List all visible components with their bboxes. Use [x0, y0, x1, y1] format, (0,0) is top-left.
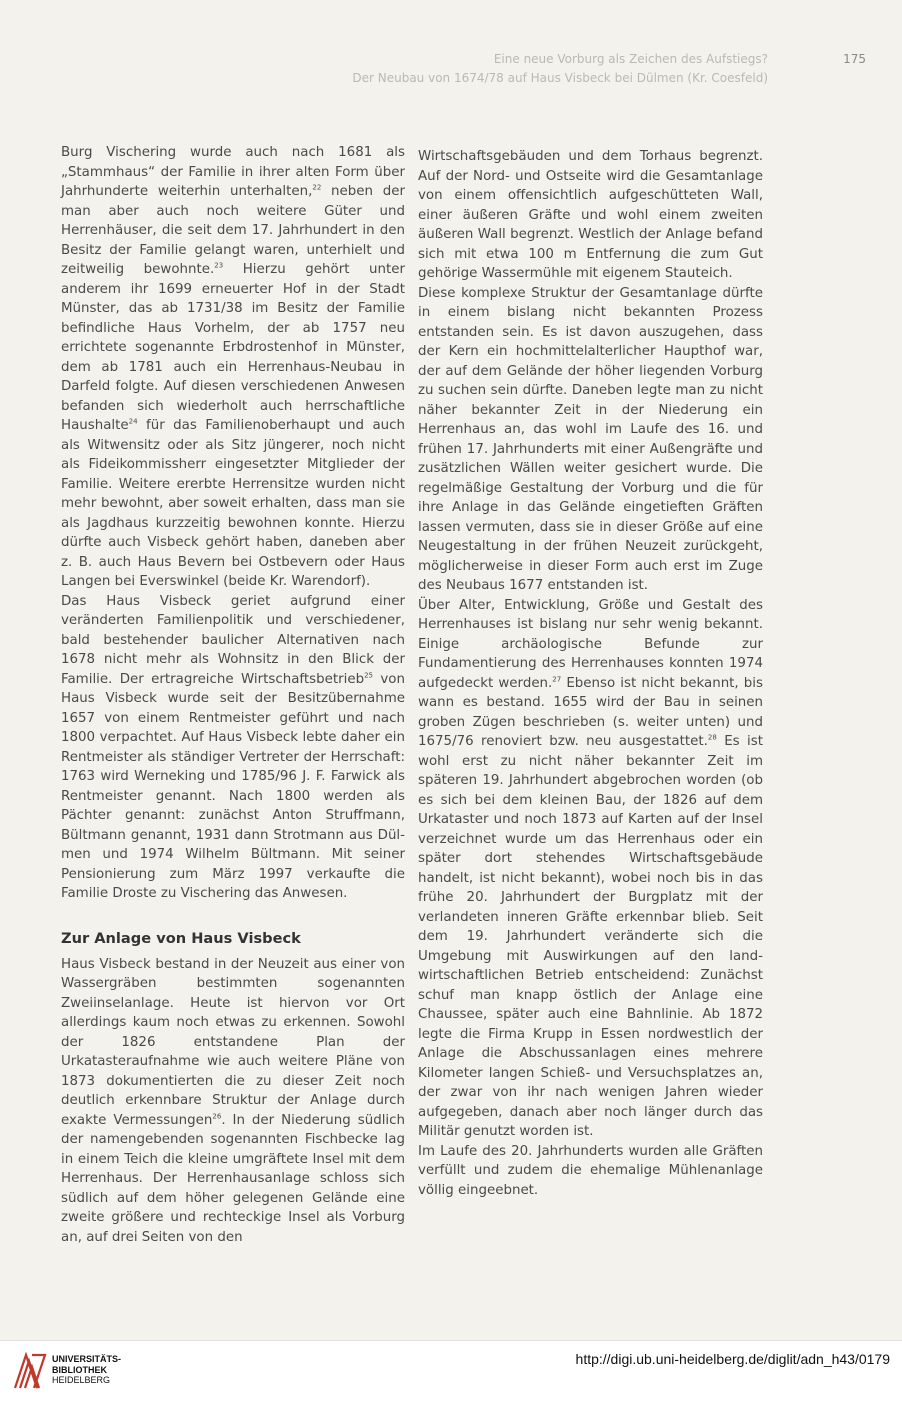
library-line: UNIVERSITÄTS-	[52, 1354, 122, 1364]
text-run: für das Familienoberhaupt und auch als Witwensitz oder als Sitz jüngerer, noch nicht als Fideikommissherr eingesetzter Mitglieder der Familie. Weitere ererbte Herrensitze wurden nicht mehr bewohnt, aber soweit erhalten, dass man sie als Jagdhaus kurzzeitig bewohnen konnte. Hierzu dürfte auch Visbeck gehört haben, daneben aber z. B. auch Haus Bevern bei Ostbevern oder Haus Langen bei Everswinkel (beide Kr. Warendorf).	[61, 418, 405, 589]
library-line: HEIDELBERG	[52, 1375, 111, 1385]
footnote-ref: 26	[212, 1112, 222, 1121]
text-run: Das Haus Visbeck geriet aufgrund einer veränderten Familienpolitik und verschiedener, bald bestehender baulicher Alternativen nach 1678 nicht mehr als Wohnsitz in den Blick der Familie. Der ertragreiche Wirtschaftsbetrieb	[61, 593, 405, 687]
paragraph	[61, 592, 405, 904]
footer-bar	[0, 1340, 902, 1402]
paragraph	[418, 596, 763, 1142]
text-run: neben der man aber auch noch weitere Güter und Herrenhäuser, die seit dem 17. Jahrhundert in den Besitz der Familie gelangt waren, unterhielt und zeitweilig bewohnte.	[61, 184, 405, 277]
footnote-ref: 25	[364, 671, 374, 680]
text-run: Ebenso ist nicht bekannt, bis wann es bestand. 1655 wird der Bau in seinen groben Zügen beschrieben (s. weiter unten) und 1675/76 renoviert bzw. neu ausgestattet.	[418, 675, 763, 749]
text-run: Über Alter, Entwicklung, Größe und Gestalt des Herrenhauses ist bislang nur sehr wenig bekannt. Einige archäologische Befunde zur Fundamentierung des Herrenhauses konnten 1974 aufgedeckt werden.	[418, 597, 763, 691]
paragraph: Wirtschaftsgebäuden und dem Torhaus begrenzt. Auf der Nord- und Ostseite wird die Gesamtanlage von einem offensichtlich aufgeschütteten Wall, einer äußeren Gräfte und wohl einem zweiten äußeren Wall begrenzt. Westlich der Anlage befand sich mit etwa 100 m Entfernung die zum Gut gehörige Wassermühle mit eigenem Stauteich.	[418, 149, 763, 281]
library-logo-icon[interactable]	[12, 1351, 48, 1391]
footnote-ref: 24	[128, 417, 138, 426]
library-line: BIBLIOTHEK	[52, 1364, 107, 1375]
text-run: Haus Visbeck bestand in der Neuzeit aus einer von Wassergräben bestimmten sogenannten Zweiinselanlage. Heute ist hiervon vor Ort allerdings kaum noch etwas zu erkennen. Sowohl der 1826 entstandene Plan der Urkatasteraufnahme wie auch weitere Pläne von 1873 dokumentierten die zu dieser Zeit noch deutlich erkennbare Struktur der Anlage durch exakte Vermessungen	[61, 956, 405, 1128]
paragraph	[61, 143, 405, 592]
paragraph	[61, 955, 405, 1248]
running-header-line1: Eine neue Vorburg als Zeichen des Aufstiegs?	[493, 52, 768, 66]
page-number: 175	[843, 52, 866, 66]
section-heading: Zur Anlage von Haus Visbeck	[61, 929, 301, 947]
text-run: Es ist wohl erst zu nicht näher bekannter Zeit im späteren 19. Jahrhundert abgebrochen worden (ob es sich bei dem kleinen Bau, der 1826 auf dem Urkataster und noch 1873 auf Karten auf der Insel verzeichnet wurde um das Herrenhaus oder ein später dort stehendes Wirtschaftsgebäude handelt, ist nicht bekannt), wobei noch bis in das frühe 20. Jahrhundert der Burgplatz mit der verlandeten inneren Gräfte erkennbar blieb. Seit dem 19. Jahrhundert veränderte sich die Umgebung mit Auswirkungen auf den landwirtschaftlichen Betrieb entscheidend: Zunächst schuf man knapp östlich der Anlage eine Chaussee, später auch eine Bahnlinie. Ab 1872 legte die Firma Krupp in Essen nordwestlich der Anlage die Abschussanlagen eines mehrere Kilometer langen Schieß- und Versuchsplatzes an, der zwar von ihr nach wenigen Jahren wieder aufgegeben, danach aber noch länger durch das Militär genutzt worden ist.	[418, 734, 763, 1139]
text-run: Hierzu gehört unter anderem ihr 1699 erneuerter Hof in der Stadt Münster, das ab 1731/38 im Besitz der Familie befindliche Haus Vorhelm, der ab 1757 neu errichtete sogenannte Erbdrostenhof in Münster, dem ab 1781 auch ein Herrenhaus-Neubau in Darfeld folgte. Auf diesen verschiedenen Anwesen befanden sich wiederholt auch herrschaftliche Haushalte	[61, 262, 405, 433]
footnote-ref: 28	[707, 733, 717, 742]
paragraph: Diese komplexe Struktur der Gesamtanlage dürfte in einem bislang nicht bekannten Prozess entstanden sein. Es ist davon auszugehen, dass der Kern ein hochmittelalterlicher Haupthof war, der auf dem Gelände der höher liegenden Vorburg zu suchen sein dürfte. Daneben legte man zu nicht näher bekannter Zeit in der Niederung ein Herrenhaus an, das wohl im Laufe des 16. und frühen 17. Jahrhunderts mit einer Außengräfte und zusätzlichen Wällen weiter gesichert wurde. Die regelmäßige Gestaltung der Vorburg und die für ihre Anlage in das Gelände eingetieften Gräften lassen vermuten, dass sie in dieser Größe auf eine Neugestaltung in der frühen Neuzeit zurückgeht, möglicherweise in dieser Form auch erst im Zuge des Neubaus 1677 entstanden ist.	[418, 285, 763, 593]
source-url-link[interactable]: http://digi.ub.uni-heidelberg.de/diglit/adn_h43/0179	[575, 1351, 890, 1367]
paragraph: Im Laufe des 20. Jahrhunderts wurden alle Gräften verfüllt und zudem die ehemalige Mühlenanlage völlig eingeebnet.	[418, 1143, 763, 1198]
library-name[interactable]	[52, 1354, 121, 1386]
right-column	[418, 147, 763, 1200]
running-header-line2: Der Neubau von 1674/78 auf Haus Visbeck bei Dülmen (Kr. Coesfeld)	[352, 71, 768, 85]
running-header	[352, 50, 768, 88]
footnote-ref: 22	[312, 183, 322, 192]
text-run: Burg Vischering wurde auch nach 1681 als „Stammhaus“ der Familie in ihrer alten Form über Jahrhunderte weiterhin unterhalten,	[61, 145, 405, 199]
text-run: . In der Niederung südlich der namengebenden sogenannten Fischbecke lag in einem Teich die kleine umgräftete Insel mit dem Herrenhaus. Der Herrenhausanlage schloss sich südlich auf dem höher gelegenen Gelände eine zweite größere und rechteckige Insel als Vorburg an, auf drei Seiten von den	[61, 1112, 405, 1245]
text-run: von Haus Visbeck wurde seit der Besitzübernahme 1657 von einem Rentmeister geführt und nach 1800 verpachtet. Auf Haus Visbeck lebte daher ein Rentmeister als ständiger Vertreter der Herrschaft: 1763 wird Werneking und 1785/96 J. F. Farwick als Rentmeister genannt. Nach 1800 werden als Pächter genannt: zunächst Anton Struffmann, Bültmann genannt, 1931 dann Strotmann aus Dülmen und 1974 Wilhelm Bültmann. Mit seiner Pensionierung zum März 1997 verkaufte die Familie Droste zu Vischering das Anwesen.	[61, 671, 405, 901]
footnote-ref: 27	[552, 675, 562, 684]
footnote-ref: 23	[214, 261, 224, 270]
left-column	[61, 143, 405, 1247]
